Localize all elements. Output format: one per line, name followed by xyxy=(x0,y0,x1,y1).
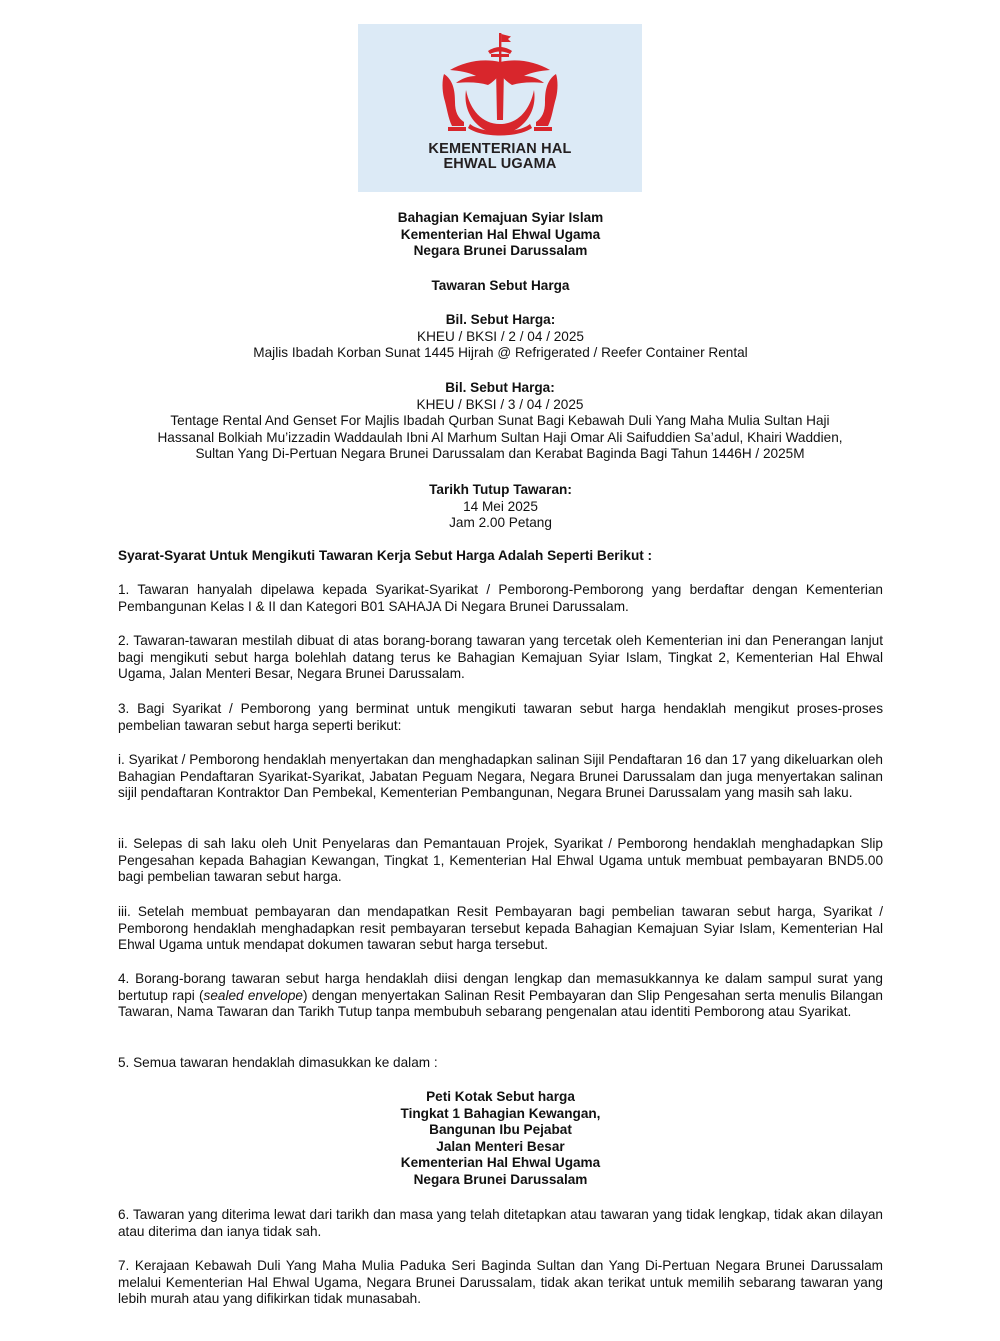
closing-date-value: 14 Mei 2025 xyxy=(463,498,538,514)
term-1: 1. Tawaran hanyalah dipelawa kepada Syarikat-Syarikat / Pemborong-Pemborong yang berdaftar dengan Kementerian Pembangunan Kelas I & II dan Kategori B01 SAHAJA Di Negara Brunei Darussalam. xyxy=(118,582,883,614)
term-4-emphasis: sealed envelope xyxy=(203,987,303,1003)
address-line-1: Peti Kotak Sebut harga xyxy=(426,1089,575,1104)
address-line-3: Bangunan Ibu Pejabat xyxy=(429,1122,572,1138)
term-4 xyxy=(118,971,883,1021)
submission-address xyxy=(118,1089,883,1189)
tender-1-ref: KHEU / BKSI / 2 / 04 / 2025 xyxy=(417,328,584,344)
closing-time-value: Jam 2.00 Petang xyxy=(449,515,552,531)
header-line-3: Negara Brunei Darussalam xyxy=(413,243,588,259)
header-line-1: Bahagian Kemajuan Syiar Islam xyxy=(397,210,604,225)
term-3-iii: iii. Setelah membuat pembayaran dan mendapatkan Resit Pembayaran bagi pembelian tawaran sebut harga, Syarikat / Pemborong hendaklah menghadapkan resit pembayaran tersebut kepada Bahagian Kemajuan Syiar Islam, Kementerian Hal Ehwal Ugama untuk mendapat dokumen tawaran sebut harga tersebut. xyxy=(118,904,883,953)
terms-heading: Syarat-Syarat Untuk Mengikuti Tawaran Kerja Sebut Harga Adalah Seperti Berikut : xyxy=(118,548,653,563)
ministry-logo xyxy=(358,24,642,192)
term-5: 5. Semua tawaran hendaklah dimasukkan ke dalam : xyxy=(118,1055,438,1070)
term-2: 2. Tawaran-tawaran mestilah dibuat di atas borang-borang tawaran yang tercetak oleh Kementerian ini dan Penerangan lanjut bagi mengikuti sebut harga bolehlah datang terus ke Bahagian Kemajuan Syiar Islam, Tingkat 2, Kementerian Hal Ehwal Ugama, Jalan Menteri Besar, Negara Brunei Darussalam. xyxy=(118,633,883,682)
term-3: 3. Bagi Syarikat / Pemborong yang berminat untuk mengikuti tawaran sebut harga hendaklah mengikut proses-proses pembelian tawaran sebut harga seperti berikut: xyxy=(118,701,883,733)
tender-1-label: Bil. Sebut Harga: xyxy=(445,312,556,327)
closing-date xyxy=(118,482,883,532)
page-title: Tawaran Sebut Harga xyxy=(431,278,570,293)
address-line-5: Kementerian Hal Ehwal Ugama xyxy=(400,1155,601,1171)
term-3-i: i. Syarikat / Pemborong hendaklah menyertakan dan menghadapkan salinan Sijil Pendaftaran 16 dan 17 yang dikeluarkan oleh Bahagian Pendaftaran Syarikat-Syarikat, Jabatan Peguam Negara, Negara Brunei Darussalam dan juga menyertakan salinan sijil pendaftaran Kontraktor Dan Pembekal, Kementerian Pembangunan, Negara Brunei Darussalam yang masih sah laku. xyxy=(118,752,883,801)
term-4-part-2: ) dengan menyertakan Salinan Resit Pembayaran dan Slip Pengesahan serta menulis Bilangan Tawaran, Nama Tawaran dan Tarikh Tutup tanpa membubuh sebarang pengenalan atau identiti Pemborong atau Syarikat. xyxy=(118,987,883,1020)
tender-2-ref: KHEU / BKSI / 3 / 04 / 2025 xyxy=(416,396,584,412)
term-7: 7. Kerajaan Kebawah Duli Yang Maha Mulia Paduka Seri Baginda Sultan dan Yang Di-Pertuan Negara Brunei Darussalam melalui Kementerian Hal Ehwal Ugama, Negara Brunei Darussalam, tidak akan terikat untuk memilih sebarang tawaran yang lebih murah atau yang difikirkan tidak munasabah. xyxy=(118,1258,883,1307)
logo-line-1: KEMENTERIAN HAL xyxy=(428,141,572,157)
logo-text xyxy=(358,142,642,172)
tender-1-desc: Majlis Ibadah Korban Sunat 1445 Hijrah @ Refrigerated / Reefer Container Rental xyxy=(253,345,748,361)
term-4-part-1: 4. Borang-borang tawaran sebut harga hendaklah diisi dengan lengkap dan memasukkannya ke dalam sampul surat yang bertutup rapi ( xyxy=(118,971,883,1003)
header-line-2: Kementerian Hal Ehwal Ugama xyxy=(400,226,601,242)
tender-2-label: Bil. Sebut Harga: xyxy=(445,380,555,395)
address-line-2: Tingkat 1 Bahagian Kewangan, xyxy=(400,1105,601,1121)
logo-line-2: EHWAL UGAMA xyxy=(443,156,557,172)
tender-2-desc-line-3: Sultan Yang Di-Pertuan Negara Brunei Darussalam dan Kerabat Baginda Bagi Tahun 1446H / 2025M xyxy=(195,446,805,462)
address-line-4: Jalan Menteri Besar xyxy=(436,1138,565,1154)
term-6: 6. Tawaran yang diterima lewat dari tarikh dan masa yang telah ditetapkan atau tawaran yang tidak lengkap, tidak akan dilayan atau diterima dan ianya tidak sah. xyxy=(118,1207,883,1239)
term-3-ii: ii. Selepas di sah laku oleh Unit Penyelaras dan Pemantauan Projek, Syarikat / Pemborong hendaklah menghadapkan Slip Pengesahan kepada Bahagian Kewangan, Tingkat 1, Kementerian Hal Ehwal Ugama untuk membuat pembayaran BND5.00 bagi pembelian tawaran sebut harga. xyxy=(118,836,883,885)
department-header xyxy=(118,210,883,260)
tender-2-desc-line-1: Tentage Rental And Genset For Majlis Ibadah Qurban Sunat Bagi Kebawah Duli Yang Maha Mulia Sultan Haji xyxy=(170,413,830,429)
tender-2 xyxy=(100,380,900,463)
tender-2-desc-line-2: Hassanal Bolkiah Mu’izzadin Waddaulah Ibni Al Marhum Sultan Haji Omar Ali Saifuddien Sa’adul, Khairi Waddien, xyxy=(157,429,843,445)
closing-label: Tarikh Tutup Tawaran: xyxy=(429,482,572,497)
address-line-6: Negara Brunei Darussalam xyxy=(413,1171,588,1187)
tender-1 xyxy=(118,312,883,362)
